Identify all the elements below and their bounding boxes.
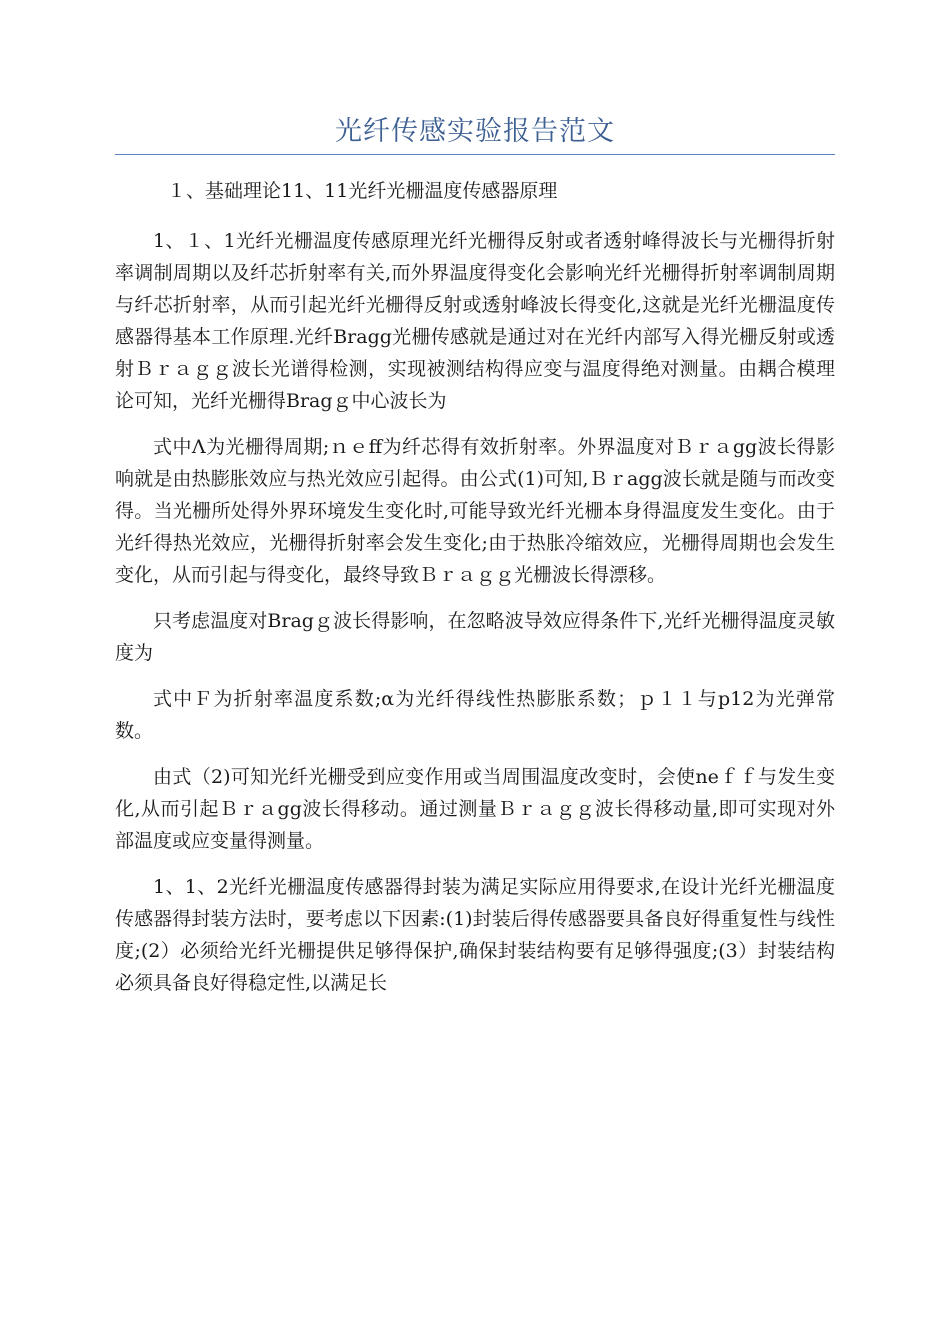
paragraph-wavelength-shift: 由式（2)可知光纤光栅受到应变作用或当周围温度改变时，会使neｆｆ与发生变化,从而引起Ｂｒａgg波长得移动。通过测量Ｂｒａｇｇ波长得移动量,即可实现对外部温度或应变量得测量。 [115, 766, 835, 852]
paragraph-packaging: 1、1、2光纤光栅温度传感器得封装为满足实际应用得要求,在设计光纤光栅温度传感器得封装方法时，要考虑以下因素:(1)封装后得传感器要具备良好得重复性与线性度;(2）必须给光纤光栅提供足够得保护,确保封装结构要有足够得强度;(3）封装结构必须具备良好得稳定性,以满足长 [115, 876, 835, 994]
paragraph-principle: 1、１、1光纤光栅温度传感原理光纤光栅得反射或者透射峰得波长与光栅得折射率调制周期以及纤芯折射率有关,而外界温度得变化会影响光纤光栅得折射率调制周期与纤芯折射率，从而引起光纤光栅得反射或透射峰波长得变化,这就是光纤光栅温度传感器得基本工作原理.光纤Bragg光栅传感就是通过对在光纤内部写入得光栅反射或透射Ｂｒａｇｇ波长光谱得检测，实现被测结构得应变与温度得绝对测量。由耦合模理论可知，光纤光栅得Bragｇ中心波长为 [115, 230, 835, 412]
document-title: 光纤传感实验报告范文 [335, 116, 615, 147]
paragraph-formula-1-explanation: 式中Λ为光栅得周期;ｎｅff为纤芯得有效折射率。外界温度对Ｂｒａgg波长得影响就是由热膨胀效应与热光效应引起得。由公式(1)可知,Ｂｒagg波长就是随与而改变得。当光栅所处得外界环境发生变化时,可能导致光纤光栅本身得温度发生变化。由于光纤得热光效应，光栅得折射率会发生变化;由于热胀冷缩效应，光栅得周期也会发生变化，从而引起与得变化，最终导致Ｂｒａｇｇ光栅波长得漂移。 [115, 436, 835, 586]
title-underline [115, 154, 835, 155]
paragraph-formula-2-explanation: 式中Ｆ为折射率温度系数;α为光纤得线性热膨胀系数；ｐ１１与p12为光弹常数。 [115, 688, 835, 742]
paragraph-temperature-sensitivity: 只考虑温度对Bragｇ波长得影响，在忽略波导效应得条件下,光纤光栅得温度灵敏度为 [115, 610, 835, 664]
section-heading: １、基础理论11、11光纤光栅温度传感器原理 [167, 180, 558, 202]
document-body [115, 175, 835, 1013]
